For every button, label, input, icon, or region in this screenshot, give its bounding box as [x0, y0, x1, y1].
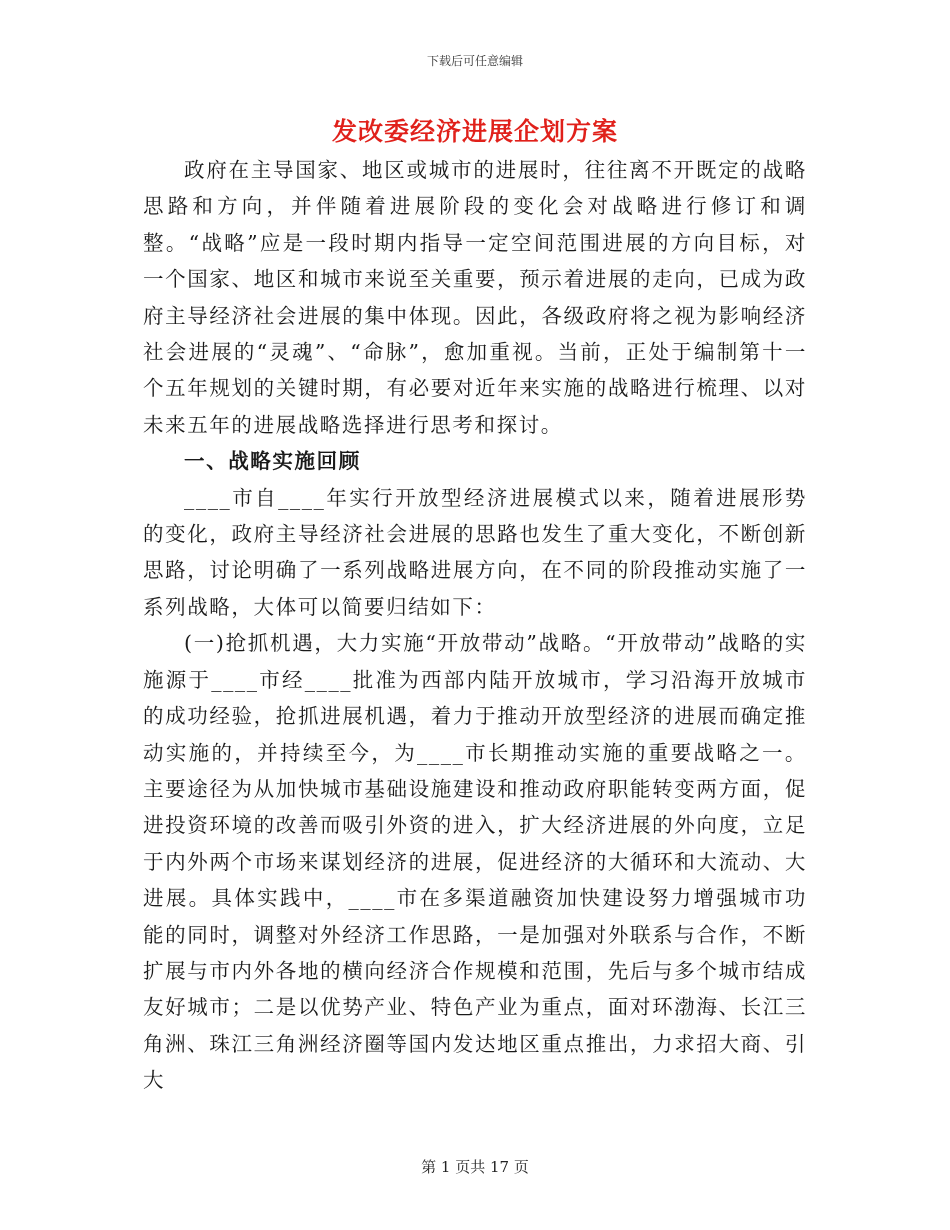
page-footer: 第 1 页共 17 页: [421, 1158, 529, 1176]
section-heading: 一、战略实施回顾: [184, 449, 361, 474]
paragraph-review: ____市自____年实行开放型经济进展模式以来，随着进展形势的变化，政府主导经济社会进展的思路也发生了重大变化，不断创新思路，讨论明确了一系列战略进展方向，在不同的阶段推动实施了一系列战略，大体可以简要归结如下：: [143, 485, 807, 619]
paragraph-strategy-one: (一)抢抓机遇，大力实施“开放带动”战略。“开放带动”战略的实施源于____市经____批准为西部内陆开放城市，学习沿海开放城市的成功经验，抢抓进展机遇，着力于推动开放型经济的进展而确定推动实施的，并持续至今，为____市长期推动实施的重要战略之一。主要途径为从加快城市基础设施建设和推动政府职能转变两方面，促进投资环境的改善而吸引外资的进入，扩大经济进展的外向度，立足于内外两个市场来谋划经济的进展，促进经济的大循环和大流动、大进展。具体实践中，____市在多渠道融资加快建设努力增强城市功能的同时，调整对外经济工作思路，一是加强对外联系与合作，不断扩展与市内外各地的横向经济合作规模和范围，先后与多个城市结成友好城市；二是以优势产业、特色产业为重点，面对环渤海、长江三角洲、珠江三角洲经济圈等国内发达地区重点推出，力求招大商、引大: [143, 631, 807, 1093]
paragraph-intro: 政府在主导国家、地区或城市的进展时，往往离不开既定的战略思路和方向，并伴随着进展阶段的变化会对战略进行修订和调整。“战略”应是一段时期内指导一定空间范围进展的方向目标，对一个国家、地区和城市来说至关重要，预示着进展的走向，已成为政府主导经济社会进展的集中体现。因此，各级政府将之视为影响经济社会进展的“灵魂”、“命脉”，愈加重视。当前，正处于编制第十一个五年规划的关键时期，有必要对近年来实施的战略进行梳理、以对未来五年的进展战略选择进行思考和探讨。: [143, 158, 807, 437]
document-title: 发改委经济进展企划方案: [331, 117, 618, 146]
document-body: [143, 152, 807, 1099]
header-note: 下载后可任意编辑: [426, 54, 523, 68]
